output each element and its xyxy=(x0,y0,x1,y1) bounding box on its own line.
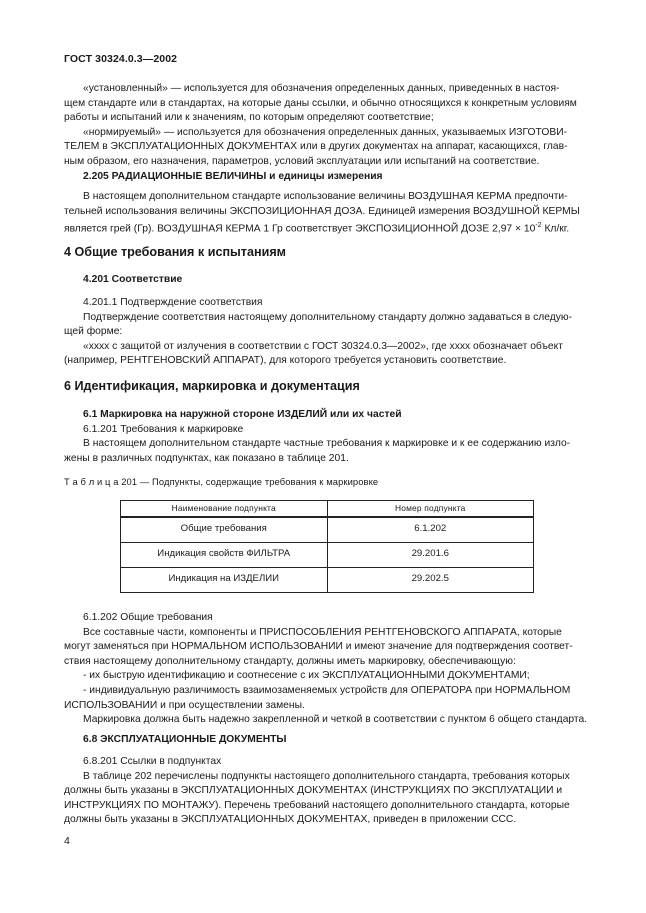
s68-line-3: ИНСТРУКЦИЯХ ПО МОНТАЖУ). Перечень требований настоящего дополнительного стандарта, которые xyxy=(64,799,570,811)
table-cell-name: Индикация на ИЗДЕЛИИ xyxy=(121,567,328,592)
intro-line-1: «установленный» — используется для обозначения определенных данных, приведенных в настоя- xyxy=(83,83,560,94)
table-cell-number: 29.201.6 xyxy=(327,542,534,567)
s61202-line-4: - их быструю идентификацию и соотнесение с их ЭКСПЛУАТАЦИОННЫМИ ДОКУМЕНТАМИ; xyxy=(83,670,530,682)
table-cell-name: Индикация свойств ФИЛЬТРА xyxy=(121,542,328,567)
s6-subheading: 6.1.201 Требования к маркировке xyxy=(83,423,244,435)
s61202-line-1: Все составные части, компоненты и ПРИСПОСОБЛЕНИЯ РЕНТГЕНОВСКОГО АППАРАТА, которые xyxy=(83,626,562,638)
page-number: 4 xyxy=(64,835,70,847)
s68-line-2: должны быть указаны в ЭКСПЛУАТАЦИОННЫХ ДОКУМЕНТАХ (ИНСТРУКЦИЯХ ПО ЭКСПЛУАТАЦИИ и xyxy=(64,785,563,797)
intro-line-3: работы и испытаний или к значениям, по которым определяют соответствие; xyxy=(64,112,434,124)
s61202-line-5: - индивидуальную различимость взаимозаменяемых устройств для ОПЕРАТОРА при НОРМАЛЬНОМ xyxy=(83,685,571,696)
s68-line-4: должны быть указаны в ЭКСПЛУАТАЦИОННЫХ ДОКУМЕНТАХ, приведен в приложении ССС. xyxy=(64,814,517,826)
table-cell-name: Общие требования xyxy=(121,517,328,543)
table-row xyxy=(121,567,534,592)
s4-line-4: (например, РЕНТГЕНОВСКИЙ АППАРАТ), для которого требуется установить соответствие. xyxy=(64,355,507,367)
section-2205-heading: 2.205 РАДИАЦИОННЫЕ ВЕЛИЧИНЫ и единицы измерения xyxy=(83,171,383,182)
section-6-heading: 6 Идентификация, маркировка и документация xyxy=(64,379,360,393)
s2205-line-3 xyxy=(64,219,574,237)
table-201-caption: Т а б л и ц а 201 — Подпункты, содержащие требования к маркировке xyxy=(64,476,379,487)
section-4-heading: 4 Общие требования к испытаниям xyxy=(64,245,286,259)
table-row xyxy=(121,517,534,543)
section-61-heading: 6.1 Маркировка на наружной стороне ИЗДЕЛИЙ или их частей xyxy=(83,409,402,420)
s4-subheading: 4.201.1 Подтверждение соответствия xyxy=(83,297,263,308)
intro-line-5: ТЕЛЕМ в ЭКСПЛУАТАЦИОННЫХ ДОКУМЕНТАХ или в других документах на аппарат, касающихся, глав- xyxy=(64,141,568,153)
intro-line-6: ным образом, его назначения, параметров, условий эксплуатации или испытаний на соответствие. xyxy=(64,156,540,167)
table-201-header-number: Номер подпункта xyxy=(327,501,534,517)
s68-subheading: 6.8.201 Ссылки в подпунктах xyxy=(83,756,222,767)
s4-line-2: щей форме: xyxy=(64,326,123,338)
s6-line-1: В настоящем дополнительном стандарте частные требования к маркировке и к ее содержанию изло- xyxy=(83,438,571,450)
document-header: ГОСТ 30324.0.3—2002 xyxy=(64,53,178,65)
intro-line-2: щем стандарте или в стандартах, на которые даны ссылки, и обычно относящихся к конкретным условиям xyxy=(64,97,577,109)
s4-line-3: «хххх с защитой от излучения в соответствии с ГОСТ 30324.0.3—2002», где хххх обозначает объект xyxy=(83,340,563,352)
s61202-line-7: Маркировка должна быть надежно закрепленной и четкой в соответствии с пунктом 6 общего стандарта. xyxy=(83,714,588,726)
table-201 xyxy=(120,500,534,593)
s68-line-1: В таблице 202 перечислены подпункты настоящего дополнительного стандарта, требования которых xyxy=(83,770,570,782)
table-cell-number: 6.1.202 xyxy=(327,517,534,543)
s2205-line-1: В настоящем дополнительном стандарте использование величины ВОЗДУШНАЯ КЕРМА предпочти- xyxy=(83,191,568,202)
table-row xyxy=(121,542,534,567)
s61202-line-6: ИСПОЛЬЗОВАНИИ и при осуществлении замены. xyxy=(64,699,305,711)
section-68-heading: 6.8 ЭКСПЛУАТАЦИОННЫЕ ДОКУМЕНТЫ xyxy=(83,734,287,745)
intro-line-4: «нормируемый» — используется для обозначения определенных данных, указываемых ИЗГОТОВИ- xyxy=(83,126,568,138)
section-4201-heading: 4.201 Соответствие xyxy=(83,274,183,285)
table-201-header-name: Наименование подпункта xyxy=(121,501,328,517)
s61202-line-3: ствия настоящему дополнительному стандарту, должны иметь маркировку, обеспечивающую: xyxy=(64,655,516,667)
s61202-subheading: 6.1.202 Общие требования xyxy=(83,612,213,623)
s2205-exponent: -2 xyxy=(535,222,542,230)
s61202-line-2: могут заменяться при НОРМАЛЬНОМ ИСПОЛЬЗОВАНИИ и имеют значение для подтверждения соответ- xyxy=(64,641,573,653)
s4-line-1: Подтверждение соответствия настоящему дополнительному стандарту должно задаваться в следую- xyxy=(83,311,573,323)
s2205-line-2: тельней использования величины ЭКСПОЗИЦИОННАЯ ДОЗА. Единицей измерения ВОЗДУШНОЙ КЕРМЫ xyxy=(64,205,580,217)
s2205-line-3-b: Кл/кг. xyxy=(541,223,570,235)
table-cell-number: 29.202.5 xyxy=(327,567,534,592)
s2205-line-3-a: является грей (Гр). ВОЗДУШНАЯ КЕРМА 1 Гр соответствует ЭКСПОЗИЦИОННОЙ ДОЗЕ 2,97 × 10 xyxy=(64,223,536,235)
s6-line-2: жены в различных подпунктах, как показано в таблице 201. xyxy=(64,452,349,464)
